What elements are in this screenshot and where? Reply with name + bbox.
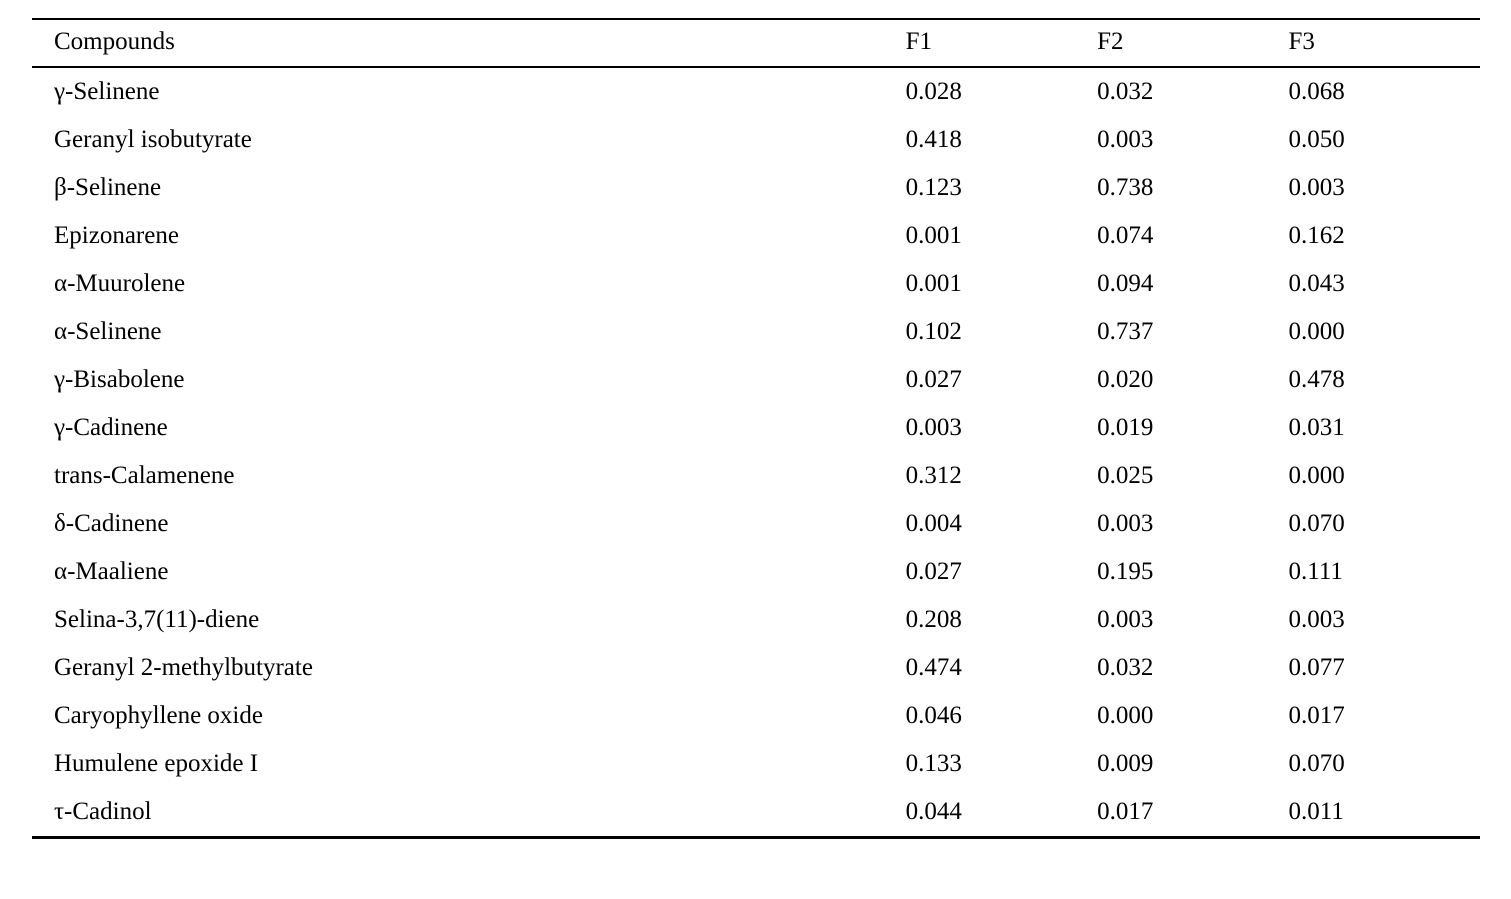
cell-f3: 0.068 <box>1288 78 1345 105</box>
cell-f1: 0.046 <box>905 702 962 729</box>
table-row <box>32 116 1480 164</box>
column-header-f1: F1 <box>906 20 1097 67</box>
table-row <box>32 548 1480 596</box>
cell-f1: 0.474 <box>905 654 962 681</box>
cell-compound: τ-Cadinol <box>32 788 906 838</box>
cell-f2: 0.025 <box>1097 462 1154 489</box>
table-row <box>32 67 1480 116</box>
cell-f1: 0.003 <box>905 414 962 441</box>
cell-compound: δ-Cadinene <box>54 510 169 537</box>
table-row <box>32 212 1480 260</box>
cell-f3: 0.077 <box>1288 654 1345 681</box>
cell-f1: 0.044 <box>906 788 1097 838</box>
table-row <box>32 260 1480 308</box>
cell-f3: 0.000 <box>1288 318 1345 345</box>
cell-compound: Geranyl 2-methylbutyrate <box>54 654 313 681</box>
factor-loadings-table-container <box>32 18 1480 839</box>
cell-f1: 0.001 <box>905 270 962 297</box>
cell-compound: β-Selinene <box>54 174 162 201</box>
cell-f1: 0.028 <box>905 78 962 105</box>
cell-f3: 0.070 <box>1288 750 1345 777</box>
cell-f2: 0.032 <box>1097 78 1154 105</box>
cell-compound: Humulene epoxide I <box>54 750 259 777</box>
table-row <box>32 644 1480 692</box>
cell-f1: 0.102 <box>905 318 962 345</box>
cell-compound: γ-Cadinene <box>54 414 168 441</box>
cell-f2: 0.032 <box>1097 654 1154 681</box>
table-row <box>32 308 1480 356</box>
cell-f1: 0.123 <box>905 174 962 201</box>
cell-f2: 0.003 <box>1097 126 1154 153</box>
cell-f3: 0.050 <box>1288 126 1345 153</box>
table-row <box>32 164 1480 212</box>
column-header-f2: F2 <box>1097 20 1288 67</box>
cell-f2: 0.019 <box>1097 414 1154 441</box>
cell-compound: γ-Bisabolene <box>54 366 185 393</box>
cell-f2: 0.003 <box>1097 606 1154 633</box>
table-row <box>32 740 1480 788</box>
table-body <box>32 67 1480 838</box>
cell-f1: 0.001 <box>905 222 962 249</box>
table-header <box>32 19 1480 67</box>
cell-f2: 0.094 <box>1097 270 1154 297</box>
cell-f2: 0.738 <box>1097 174 1154 201</box>
cell-compound: Selina-3,7(11)-diene <box>54 606 260 633</box>
cell-f2: 0.020 <box>1097 366 1154 393</box>
table-row <box>32 500 1480 548</box>
cell-compound: α-Muurolene <box>54 270 186 297</box>
cell-f2: 0.003 <box>1097 510 1154 537</box>
cell-f1: 0.133 <box>905 750 962 777</box>
cell-compound: Geranyl isobutyrate <box>54 126 252 153</box>
table-row <box>32 596 1480 644</box>
cell-f3: 0.003 <box>1288 606 1345 633</box>
table-row <box>32 788 1480 838</box>
cell-compound: γ-Selinene <box>54 78 160 105</box>
cell-f3: 0.031 <box>1288 414 1345 441</box>
table-header-row <box>32 20 1480 67</box>
cell-compound: Caryophyllene oxide <box>54 702 263 729</box>
cell-f2: 0.009 <box>1097 750 1154 777</box>
cell-f1: 0.027 <box>905 366 962 393</box>
cell-compound: α-Selinene <box>54 318 162 345</box>
cell-f3: 0.003 <box>1288 174 1345 201</box>
table-row <box>32 452 1480 500</box>
cell-f2: 0.737 <box>1097 318 1154 345</box>
cell-compound: trans-Calamenene <box>54 462 235 489</box>
cell-f1: 0.312 <box>905 462 962 489</box>
cell-f3: 0.111 <box>1288 558 1343 585</box>
table-row <box>32 404 1480 452</box>
cell-f1: 0.208 <box>905 606 962 633</box>
cell-f3: 0.017 <box>1288 702 1345 729</box>
cell-f2: 0.195 <box>1097 558 1154 585</box>
cell-f2: 0.000 <box>1097 702 1154 729</box>
table-row <box>32 356 1480 404</box>
column-header-compounds: Compounds <box>32 20 906 67</box>
cell-f1: 0.004 <box>905 510 962 537</box>
cell-compound: Epizonarene <box>54 222 179 249</box>
cell-f3: 0.043 <box>1288 270 1345 297</box>
cell-f3: 0.011 <box>1289 788 1480 838</box>
cell-compound: α-Maaliene <box>54 558 169 585</box>
column-header-f3: F3 <box>1289 20 1480 67</box>
cell-f1: 0.027 <box>905 558 962 585</box>
cell-f3: 0.162 <box>1288 222 1345 249</box>
cell-f3: 0.478 <box>1288 366 1345 393</box>
cell-f3: 0.000 <box>1288 462 1345 489</box>
factor-loadings-table <box>32 18 1480 839</box>
cell-f1: 0.418 <box>905 126 962 153</box>
cell-f3: 0.070 <box>1288 510 1345 537</box>
cell-f2: 0.017 <box>1097 788 1288 838</box>
table-row <box>32 692 1480 740</box>
cell-f2: 0.074 <box>1097 222 1154 249</box>
